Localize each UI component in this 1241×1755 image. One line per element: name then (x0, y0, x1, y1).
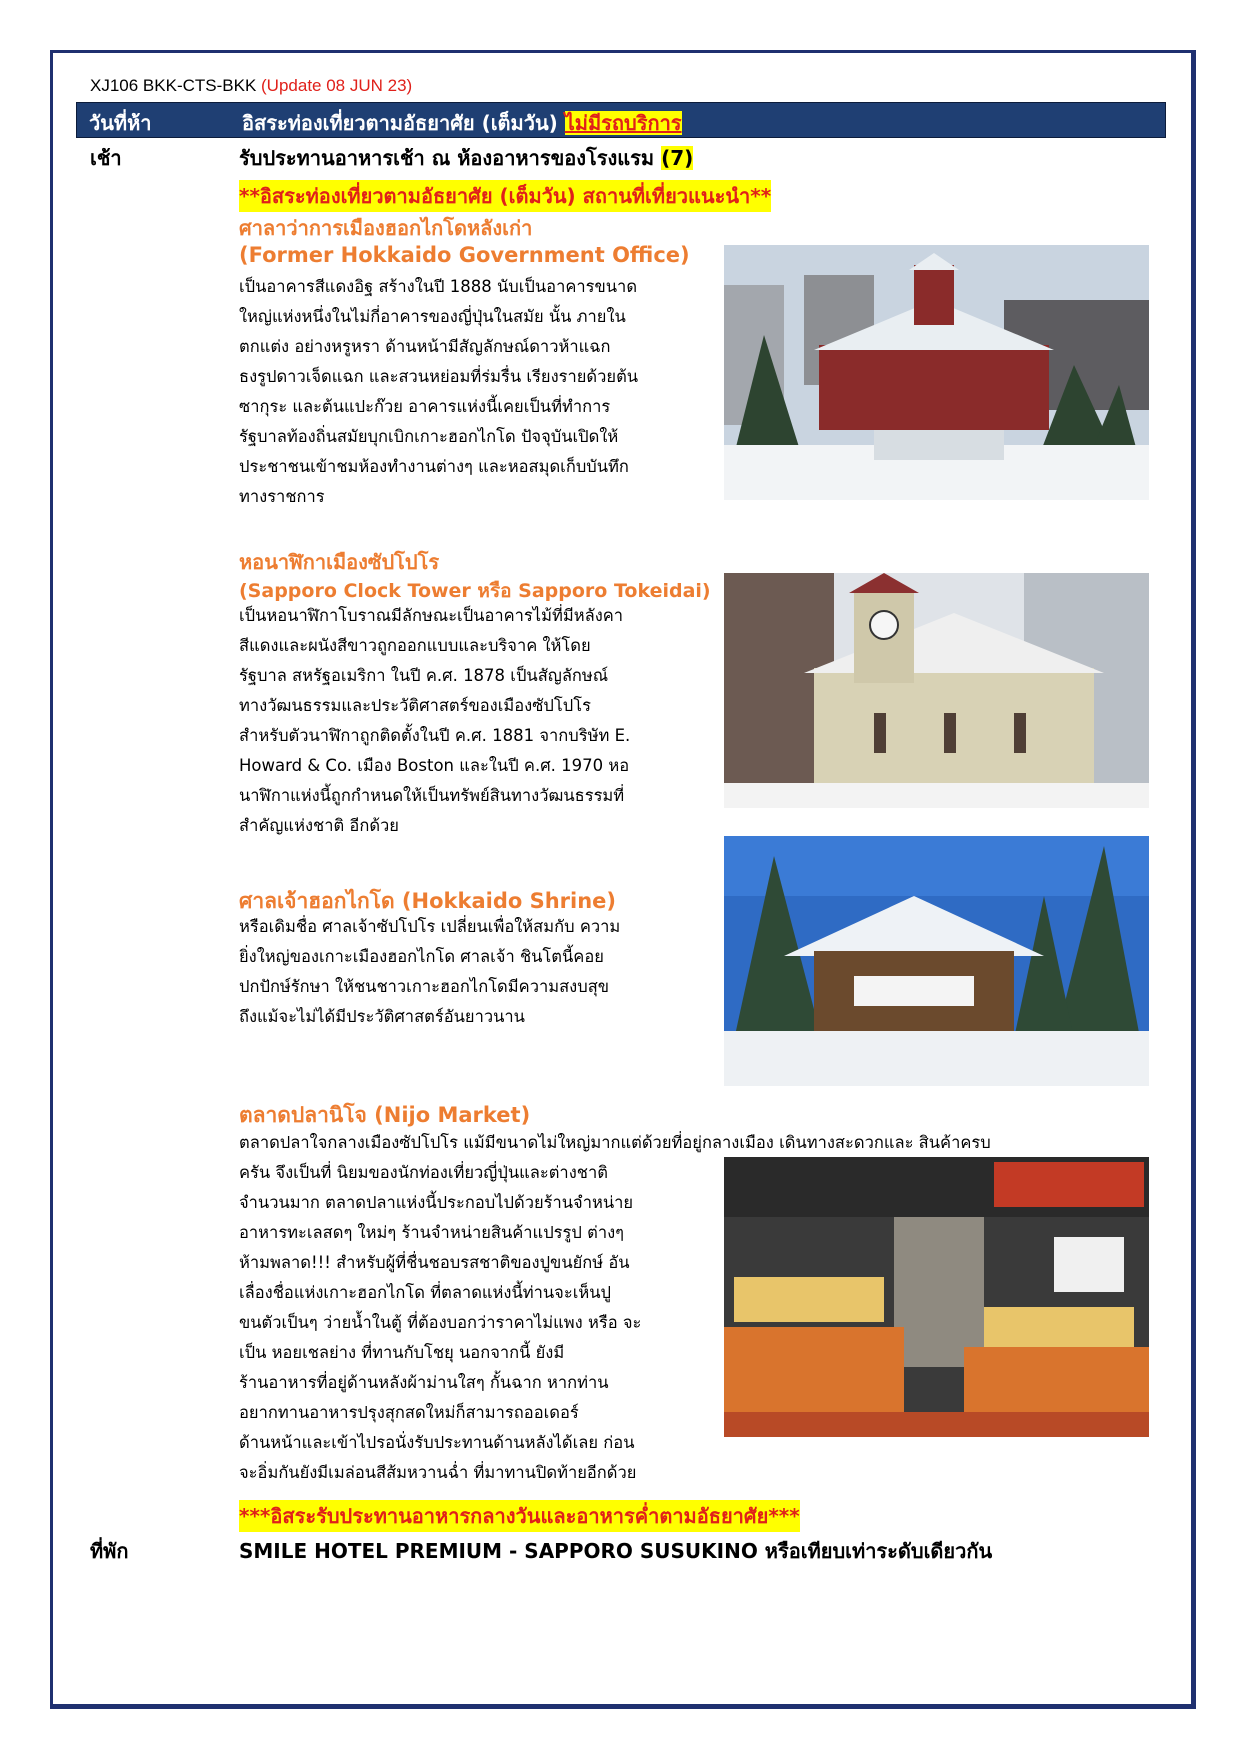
meal-number: (7) (661, 146, 694, 170)
market-description (239, 1158, 709, 1488)
gov-office-photo (724, 245, 1149, 500)
shrine-photo (724, 836, 1149, 1086)
text-line: จะอิ่มกันยังมีเมล่อนสีส้มหวานฉ่ำ ที่มาทานปิดท้ายอีกด้วย (239, 1463, 637, 1482)
text-line: ร้านอาหารที่อยู่ด้านหลังผ้าม่านใสๆ กั้นฉาก หากท่าน (239, 1373, 609, 1392)
clock-tower-title-th: หอนาฬิกาเมืองซัปโปโร (239, 550, 440, 574)
text-line: ครัน จึงเป็นที่ นิยมของนักท่องเที่ยวญี่ปุ่นและต่างชาติ (239, 1163, 608, 1182)
hotel-suffix: หรือเทียบเท่าระดับเดียวกัน (757, 1539, 993, 1563)
text-line: สำคัญแห่งชาติ อีกด้วย (239, 816, 399, 835)
text-line: เป็นอาคารสีแดงอิฐ สร้างในปี 1888 นับเป็นอาคารขนาด (239, 277, 638, 296)
day-title-text: อิสระท่องเที่ยวตามอัธยาศัย (เต็มวัน) (242, 111, 558, 135)
text-line: เป็น หอยเชลย่าง ที่ทานกับโชยุ นอกจากนี้ ยังมี (239, 1343, 565, 1362)
text-line: เลื่องชื่อแห่งเกาะฮอกไกโด ที่ตลาดแห่งนี้ท่านจะเห็นปู (239, 1283, 611, 1302)
text-line: ธงรูปดาวเจ็ดแฉก และสวนหย่อมที่ร่มรื่น เรียงรายด้วยต้น (239, 367, 639, 386)
clock-tower-title-en: (Sapporo Clock Tower หรือ Sapporo Tokeidai) (239, 580, 711, 602)
text-line: รัฐบาล สหรัฐอเมริกา ในปี ค.ศ. 1878 เป็นสัญลักษณ์ (239, 666, 609, 685)
program-code (90, 76, 412, 96)
text-line: ใหญ่แห่งหนึ่งในไม่กี่อาคารของญี่ปุ่นในสมัย นั้น ภายใน (239, 307, 626, 326)
text-line: ปกปักษ์รักษา ให้ชนชาวเกาะฮอกไกโดมีความสงบสุข (239, 977, 610, 996)
text-line: หรือเดิมชื่อ ศาลเจ้าซัปโปโร เปลี่ยนเพื่อให้สมกับ ความ (239, 917, 621, 936)
shrine-description (239, 912, 709, 1032)
breakfast-text (239, 142, 693, 174)
text-line: จำนวนมาก ตลาดปลาแห่งนี้ประกอบไปด้วยร้านจำหน่าย (239, 1193, 634, 1212)
text-line: ยิ่งใหญ่ของเกาะเมืองฮอกไกโด ศาลเจ้า ชินโตนี้คอย (239, 947, 604, 966)
gov-office-title-en: (Former Hokkaido Government Office) (239, 243, 690, 267)
market-first-line: ตลาดปลาใจกลางเมืองซัปโปโร แม้มีขนาดไม่ใหญ่มากแต่ด้วยที่อยู่กลางเมือง เดินทางสะดวกและ สินค้าครบ (239, 1133, 991, 1152)
update-date: (Update 08 JUN 23) (261, 76, 413, 95)
text-line: ตกแต่ง อย่างหรูหรา ด้านหน้ามีสัญลักษณ์ดาวห้าแฉก (239, 337, 611, 356)
text-line: ประชาชนเข้าชมห้องทำงานต่างๆ และหอสมุดเก็บบันทึก (239, 457, 629, 476)
text-line: นาฬิกาแห่งนี้ถูกกำหนดให้เป็นทรัพย์สินทางวัฒนธรรมที่ (239, 786, 625, 805)
text-line: สีแดงและผนังสีขาวถูกออกแบบและบริจาค ให้โดย (239, 636, 591, 655)
text-line: ทางราชการ (239, 487, 325, 506)
day-label: วันที่ห้า (89, 111, 152, 135)
market-title: ตลาดปลานิโจ (Nijo Market) (239, 1103, 531, 1127)
gov-office-title-th: ศาลาว่าการเมืองฮอกไกโดหลังเก่า (239, 216, 533, 240)
program-code-text: XJ106 BKK-CTS-BKK (90, 76, 257, 95)
text-line: ห้ามพลาด!!! สำหรับผู้ที่ชื่นชอบรสชาติของปูขนยักษ์ อัน (239, 1253, 630, 1272)
text-line: ขนตัวเป็นๆ ว่ายน้ำในตู้ ที่ต้องบอกว่าราคาไม่แพง หรือ จะ (239, 1313, 642, 1332)
text-line: ซากุระ และต้นแปะก๊วย อาคารแห่งนี้เคยเป็นที่ทำการ (239, 397, 611, 416)
day-title (242, 107, 682, 139)
text-line: ทางวัฒนธรรมและประวัติศาสตร์ของเมืองซัปโปโร (239, 696, 591, 715)
stay-hotel (239, 1535, 992, 1567)
text-line: ถึงแม้จะไม่ได้มีประวัติศาสตร์อันยาวนาน (239, 1007, 525, 1026)
free-day-note: **อิสระท่องเที่ยวตามอัธยาศัย (เต็มวัน) สถานที่เที่ยวแนะนำ** (239, 180, 771, 212)
meals-note: ***อิสระรับประทานอาหารกลางวันและอาหารค่ำตามอัธยาศัย*** (239, 1500, 800, 1532)
text-line: อาหารทะเลสดๆ ใหม่ๆ ร้านจำหน่ายสินค้าแปรรูป ต่างๆ (239, 1223, 625, 1242)
shrine-title: ศาลเจ้าฮอกไกโด (Hokkaido Shrine) (239, 889, 617, 913)
breakfast-label: เช้า (90, 146, 122, 170)
day-header-band (76, 102, 1166, 138)
clock-tower-description (239, 601, 709, 841)
gov-office-description (239, 272, 709, 512)
market-photo (724, 1157, 1149, 1437)
text-line: เป็นหอนาฬิกาโบราณมีลักษณะเป็นอาคารไม้ที่มีหลังคา (239, 606, 624, 625)
text-line: อยากทานอาหารปรุงสุกสดใหม่ก็สามารถออเดอร์ (239, 1403, 579, 1422)
no-bus-badge: ไม่มีรถบริการ (564, 111, 682, 135)
hotel-name: SMILE HOTEL PREMIUM - SAPPORO SUSUKINO (239, 1539, 758, 1563)
text-line: สำหรับตัวนาฬิกาถูกติดตั้งในปี ค.ศ. 1881 จากบริษัท E. (239, 726, 631, 745)
text-line: รัฐบาลท้องถิ่นสมัยบุกเบิกเกาะฮอกไกโด ปัจจุบันเปิดให้ (239, 427, 619, 446)
text-line: Howard & Co. เมือง Boston และในปี ค.ศ. 1970 หอ (239, 756, 630, 775)
text-line: ด้านหน้าและเข้าไปรอนั่งรับประทานด้านหลังได้เลย ก่อน (239, 1433, 635, 1452)
clock-tower-photo (724, 573, 1149, 808)
breakfast-desc: รับประทานอาหารเช้า ณ ห้องอาหารของโรงแรม (239, 146, 655, 170)
stay-label: ที่พัก (90, 1539, 129, 1563)
